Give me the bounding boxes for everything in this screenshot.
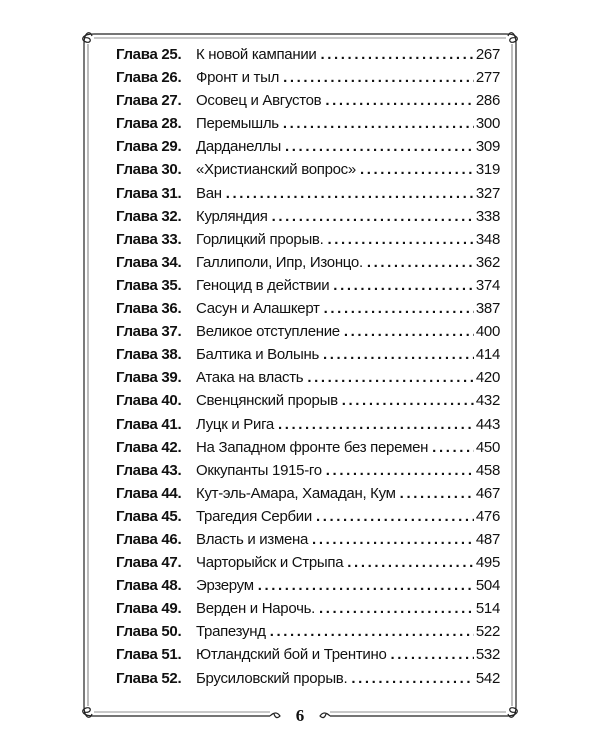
dot-leader <box>278 416 474 433</box>
dot-leader <box>400 485 474 502</box>
chapter-title: Перемышль <box>196 115 279 133</box>
dot-leader <box>319 600 474 617</box>
dot-leader <box>283 115 474 132</box>
dot-leader <box>320 46 473 63</box>
page-ref: 400 <box>475 323 500 341</box>
dot-leader <box>342 392 474 409</box>
chapter-title: Свенцянский прорыв <box>196 392 338 410</box>
dot-leader <box>307 369 474 386</box>
chapter-title: Осовец и Августов <box>196 92 322 110</box>
page-ref: 467 <box>475 484 500 502</box>
page-ref: 504 <box>475 577 500 595</box>
chapter-title: Балтика и Волынь <box>196 346 319 364</box>
chapter-label: Глава 27. <box>116 92 182 110</box>
toc-entry <box>116 508 500 531</box>
page-ref: 309 <box>475 138 500 156</box>
toc-entry <box>116 92 500 115</box>
chapter-label: Глава 46. <box>116 530 182 548</box>
chapter-title: Курляндия <box>196 207 268 225</box>
chapter-label: Глава 50. <box>116 623 182 641</box>
chapter-title: Брусиловский прорыв. <box>196 669 348 687</box>
page-ref: 450 <box>475 438 500 456</box>
chapter-label: Глава 52. <box>116 669 182 687</box>
chapter-label: Глава 29. <box>116 138 182 156</box>
toc-entry <box>116 439 500 462</box>
toc-entry <box>116 69 500 92</box>
toc-entry <box>116 670 500 693</box>
dot-leader <box>270 623 474 640</box>
page-ref: 542 <box>475 669 500 687</box>
corner-ornament-top-right <box>506 33 517 44</box>
chapter-title: Фронт и тыл <box>196 69 280 87</box>
dot-leader <box>367 254 474 271</box>
dot-leader <box>226 185 474 202</box>
dot-leader <box>391 646 474 663</box>
chapter-title: «Христианский вопрос» <box>196 161 356 179</box>
toc-entry <box>116 115 500 138</box>
toc-entry <box>116 277 500 300</box>
toc-entry <box>116 531 500 554</box>
toc-entry <box>116 208 500 231</box>
chapter-label: Глава 44. <box>116 484 182 502</box>
table-of-contents <box>116 46 500 693</box>
page-ref: 476 <box>475 507 500 525</box>
dot-leader <box>325 92 474 109</box>
chapter-label: Глава 47. <box>116 554 182 572</box>
toc-entry <box>116 254 500 277</box>
chapter-title: Эрзерум <box>196 577 254 595</box>
chapter-label: Глава 41. <box>116 415 182 433</box>
page-ref: 327 <box>475 184 500 202</box>
toc-entry <box>116 231 500 254</box>
chapter-label: Глава 34. <box>116 253 182 271</box>
toc-entry <box>116 646 500 669</box>
chapter-label: Глава 31. <box>116 184 182 202</box>
chapter-title: Великое отступление <box>196 323 340 341</box>
toc-entry <box>116 392 500 415</box>
chapter-label: Глава 36. <box>116 300 182 318</box>
chapter-title: Трапезунд <box>196 623 266 641</box>
dot-leader <box>272 208 474 225</box>
page-ref: 286 <box>475 92 500 110</box>
page-number: 6 <box>295 706 305 725</box>
dot-leader <box>327 231 473 248</box>
toc-entry <box>116 46 500 69</box>
chapter-title: Ютландский бой и Трентино <box>196 646 387 664</box>
chapter-label: Глава 35. <box>116 276 182 294</box>
page-ref: 387 <box>475 300 500 318</box>
dot-leader <box>285 138 474 155</box>
toc-entry <box>116 323 500 346</box>
toc-entry <box>116 623 500 646</box>
dot-leader <box>333 277 474 294</box>
toc-entry <box>116 138 500 161</box>
dot-leader <box>283 69 474 86</box>
chapter-label: Глава 48. <box>116 577 182 595</box>
chapter-title: Трагедия Сербии <box>196 507 312 525</box>
dot-leader <box>360 161 474 178</box>
chapter-label: Глава 43. <box>116 461 182 479</box>
chapter-title: На Западном фронте без перемен <box>196 438 429 456</box>
dot-leader <box>344 323 474 340</box>
toc-entry <box>116 369 500 392</box>
page-ref: 414 <box>475 346 500 364</box>
chapter-title: Верден и Нарочь. <box>196 600 315 618</box>
page-ref: 374 <box>475 276 500 294</box>
chapter-label: Глава 45. <box>116 507 182 525</box>
dot-leader <box>351 670 474 687</box>
chapter-label: Глава 25. <box>116 46 182 63</box>
chapter-title: Сасун и Алашкерт <box>196 300 320 318</box>
page-ref: 458 <box>475 461 500 479</box>
toc-entry <box>116 462 500 485</box>
page-ref: 522 <box>475 623 500 641</box>
toc-entry <box>116 161 500 184</box>
chapter-label: Глава 30. <box>116 161 182 179</box>
chapter-label: Глава 32. <box>116 207 182 225</box>
chapter-label: Глава 37. <box>116 323 182 341</box>
chapter-label: Глава 33. <box>116 230 182 248</box>
page-ref: 432 <box>475 392 500 410</box>
dot-leader <box>432 439 474 456</box>
chapter-title: Горлицкий прорыв. <box>196 230 324 248</box>
page-ref: 348 <box>475 230 500 248</box>
dot-leader <box>316 508 474 525</box>
chapter-title: Атака на власть <box>196 369 304 387</box>
chapter-title: К новой кампании <box>196 46 317 63</box>
chapter-title: Ван <box>196 184 222 202</box>
page-ref: 300 <box>475 115 500 133</box>
toc-entry <box>116 416 500 439</box>
dot-leader <box>347 554 474 571</box>
page-ref: 267 <box>475 46 500 63</box>
corner-ornament-top-left <box>83 33 94 44</box>
chapter-label: Глава 51. <box>116 646 182 664</box>
chapter-label: Глава 42. <box>116 438 182 456</box>
page-ref: 487 <box>475 530 500 548</box>
toc-entry <box>116 600 500 623</box>
chapter-label: Глава 26. <box>116 69 182 87</box>
chapter-label: Глава 38. <box>116 346 182 364</box>
toc-entry <box>116 346 500 369</box>
chapter-title: Геноцид в действии <box>196 276 330 294</box>
chapter-label: Глава 49. <box>116 600 182 618</box>
dot-leader <box>326 462 474 479</box>
page-ref: 319 <box>475 161 500 179</box>
page-ref: 443 <box>475 415 500 433</box>
page-ref: 495 <box>475 554 500 572</box>
dot-leader <box>312 531 474 548</box>
dot-leader <box>324 300 474 317</box>
page-ref: 362 <box>475 253 500 271</box>
page-ref: 532 <box>475 646 500 664</box>
toc-entry <box>116 300 500 323</box>
chapter-label: Глава 39. <box>116 369 182 387</box>
page-ref: 514 <box>475 600 500 618</box>
chapter-label: Глава 40. <box>116 392 182 410</box>
toc-entry <box>116 577 500 600</box>
page-ref: 277 <box>475 69 500 87</box>
dot-leader <box>258 577 474 594</box>
toc-entry <box>116 185 500 208</box>
toc-entry <box>116 554 500 577</box>
page-ref: 338 <box>475 207 500 225</box>
dot-leader <box>323 346 474 363</box>
chapter-title: Кут-эль-Амара, Хамадан, Кум <box>196 484 396 502</box>
chapter-title: Власть и измена <box>196 530 309 548</box>
chapter-title: Дарданеллы <box>196 138 282 156</box>
page-ref: 420 <box>475 369 500 387</box>
toc-entry <box>116 485 500 508</box>
chapter-title: Луцк и Рига <box>196 415 274 433</box>
chapter-label: Глава 28. <box>116 115 182 133</box>
chapter-title: Чарторыйск и Стрыпа <box>196 554 344 572</box>
chapter-title: Оккупанты 1915-го <box>196 461 322 479</box>
chapter-title: Галлиполи, Ипр, Изонцо. <box>196 253 363 271</box>
